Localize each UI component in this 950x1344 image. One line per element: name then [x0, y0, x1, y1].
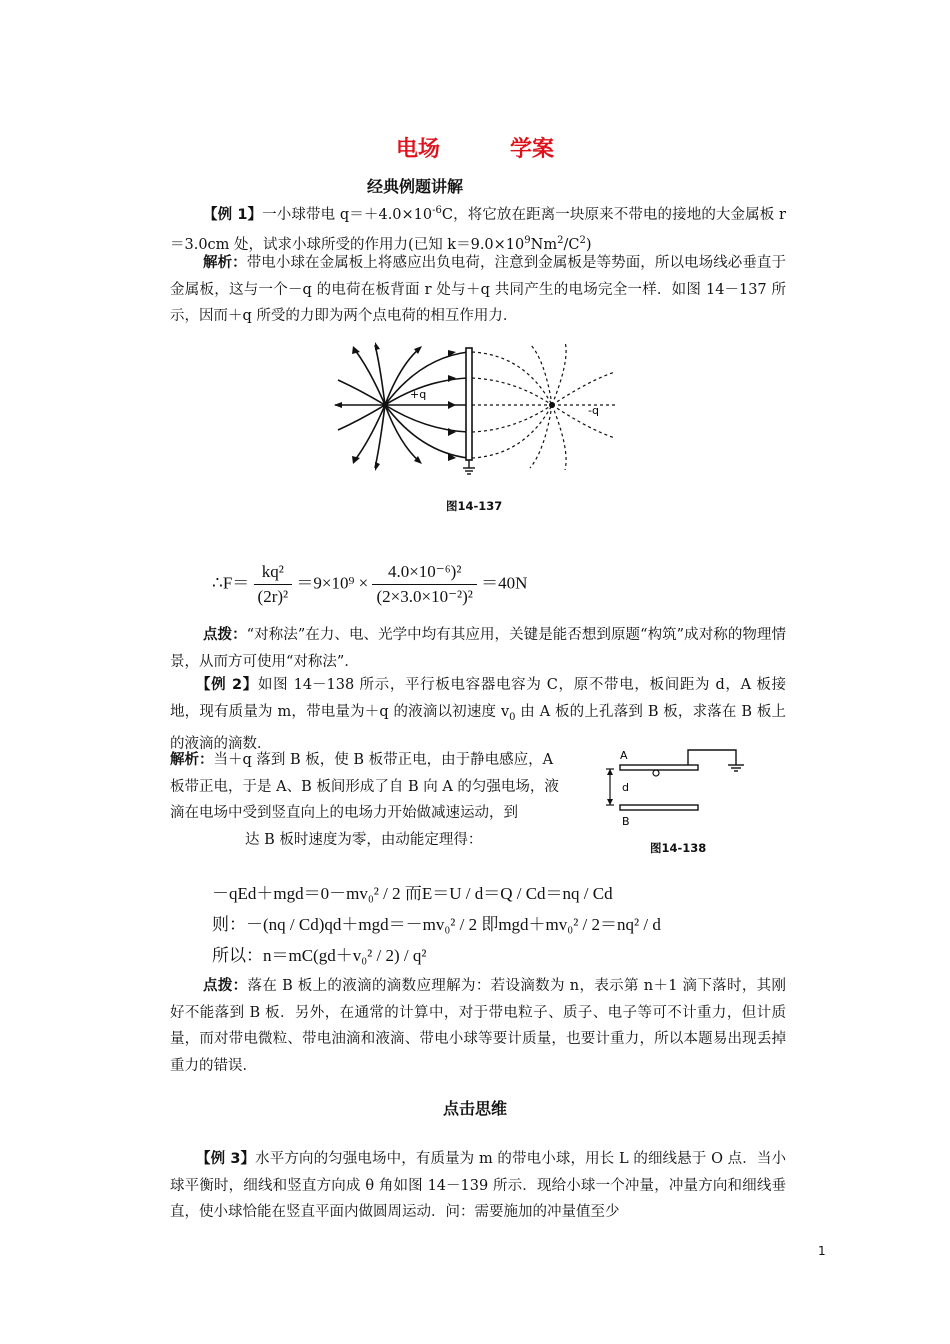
label-b: B — [622, 815, 630, 828]
minus-charge — [549, 402, 555, 408]
ground-symbol — [463, 460, 475, 474]
example-2-solution: 解析：当＋q 落到 B 板，使 B 板带正电，由于静电感应，A 板带正电，于是 A、B 板间形成了自 B 向 A 的匀强电场，液 滴在电场中受到竖直向上的电场力开始做减速运动，到 达 B 板时速度为零，由动能定理得： — [170, 752, 559, 848]
plus-charge — [382, 402, 388, 408]
tip-label: 点拨： — [203, 627, 247, 643]
example-2-question: 【例 2】如图 14－138 所示，平行板电容器电容为 C，原不带电，板间距为 d，A 板接地，现有质量为 m，带电量为＋q 的液滴以初速度 $v_0$ 由 A 板的上孔落到 B 板，求落在 B 板上的液滴的滴数． — [170, 677, 786, 752]
metal-plate — [466, 348, 472, 460]
fraction-kq2: $\frac{\text{kq²}}{\text{(2r)²}}$ — [254, 562, 293, 607]
equation-line-1: －qEd＋mgd＝0－mv₀² / 2 而E＝U / d＝Q / Cd＝nq / Cd — [212, 884, 613, 903]
label-a: A — [620, 749, 628, 762]
example-1-label: 【例 1】 — [203, 206, 263, 223]
example-1-tip: 点拨：“对称法”在力、电、光学中均有其应用，关键是能否想到原题“构筑”成对称的物理情景，从而方可使用“对称法”． — [170, 627, 786, 670]
plus-q-label: +q — [410, 388, 427, 401]
solution-2-label: 解析： — [170, 752, 214, 768]
example-3-question: 【例 3】水平方向的匀强电场中，有质量为 m 的带电小球，用长 L 的细线悬于 O 点．当小球平衡时，细线和竖直方向成 θ 角如图 14－139 所示．现给小球一个冲量，冲量方向和细线垂直，使小球恰能在竖直平面内做圆周运动．问：需要施加的冲量值至少 — [170, 1151, 786, 1220]
example-1-question: 【例 1】一小球带电 $q=+4.0\times 10^{-6}C$，将它放在距离一块原来不带电的接地的大金属板 r＝3.0cm 处，试求小球所受的作用力(已知 $k=9.0\times 10^9Nm^2/C^2$) — [170, 205, 786, 254]
field-arrows — [334, 342, 456, 471]
equation-line-3: 所以：n＝mC(gd＋v₀² / 2) / q² — [212, 946, 427, 965]
fraction-values: $\frac{\text{4.0×10⁻⁶)²}}{\text{(2×3.0×10⁻²)²}}$ — [372, 562, 476, 607]
section-subtitle: 经典例题讲解 — [367, 177, 464, 196]
figure-14-137 — [330, 340, 620, 480]
label-d: d — [622, 781, 629, 794]
minus-q-label: -q — [588, 404, 599, 417]
ground-symbol-138 — [728, 765, 744, 771]
title-left: 电场 — [395, 137, 440, 162]
figure-14-138 — [598, 745, 758, 830]
ground-wire — [688, 750, 736, 765]
tip-2-label: 点拨： — [203, 978, 248, 994]
equation-line-2: 则：－(nq / Cd)qd＋mgd＝－mv₀² / 2 即mgd＋mv₀² / 2＝nq² / d — [212, 915, 661, 934]
page-title — [0, 132, 950, 163]
droplet — [653, 770, 659, 776]
plate-b — [620, 805, 698, 810]
figure-14-137-caption: 图14-137 — [446, 499, 503, 513]
section-heading: 点击思维 — [442, 1099, 507, 1118]
solution-label: 解析： — [203, 255, 247, 271]
equation-force: ∴F＝ $\frac{\text{kq²}}{\text{(2r)²}}$ ＝9×10⁹ × $\frac{\text{4.0×10⁻⁶)²}}{\text{(2×3.0×10⁻²)²}}$ ＝40N — [212, 562, 528, 606]
title-right: 学案 — [510, 137, 555, 162]
example-3-label: 【例 3】 — [196, 1151, 256, 1167]
figure-14-138-caption: 图14-138 — [650, 841, 707, 855]
example-2-tip: 点拨：落在 B 板上的液滴的滴数应理解为：若设滴数为 n，表示第 n＋1 滴下落时，其刚好不能落到 B 板．另外，在通常的计算中，对于带电粒子、质子、电子等可不计重力，但计质量，而对带电微粒、带电油滴和液滴、带电小球等要计质量，也要计重力，所以本题易出现丢掉重力的错误． — [170, 978, 787, 1074]
plate-a — [620, 765, 698, 770]
page-number: 1 — [818, 1244, 826, 1258]
example-2-label: 【例 2】 — [196, 677, 258, 693]
example-1-solution: 解析：带电小球在金属板上将感应出负电荷，注意到金属板是等势面，所以电场线必垂直于金属板，这与一个－q 的电荷在板背面 r 处与＋q 共同产生的电场完全一样．如图 14－137 所示，因而＋q 所受的力即为两个点电荷的相互作用力． — [170, 255, 787, 324]
